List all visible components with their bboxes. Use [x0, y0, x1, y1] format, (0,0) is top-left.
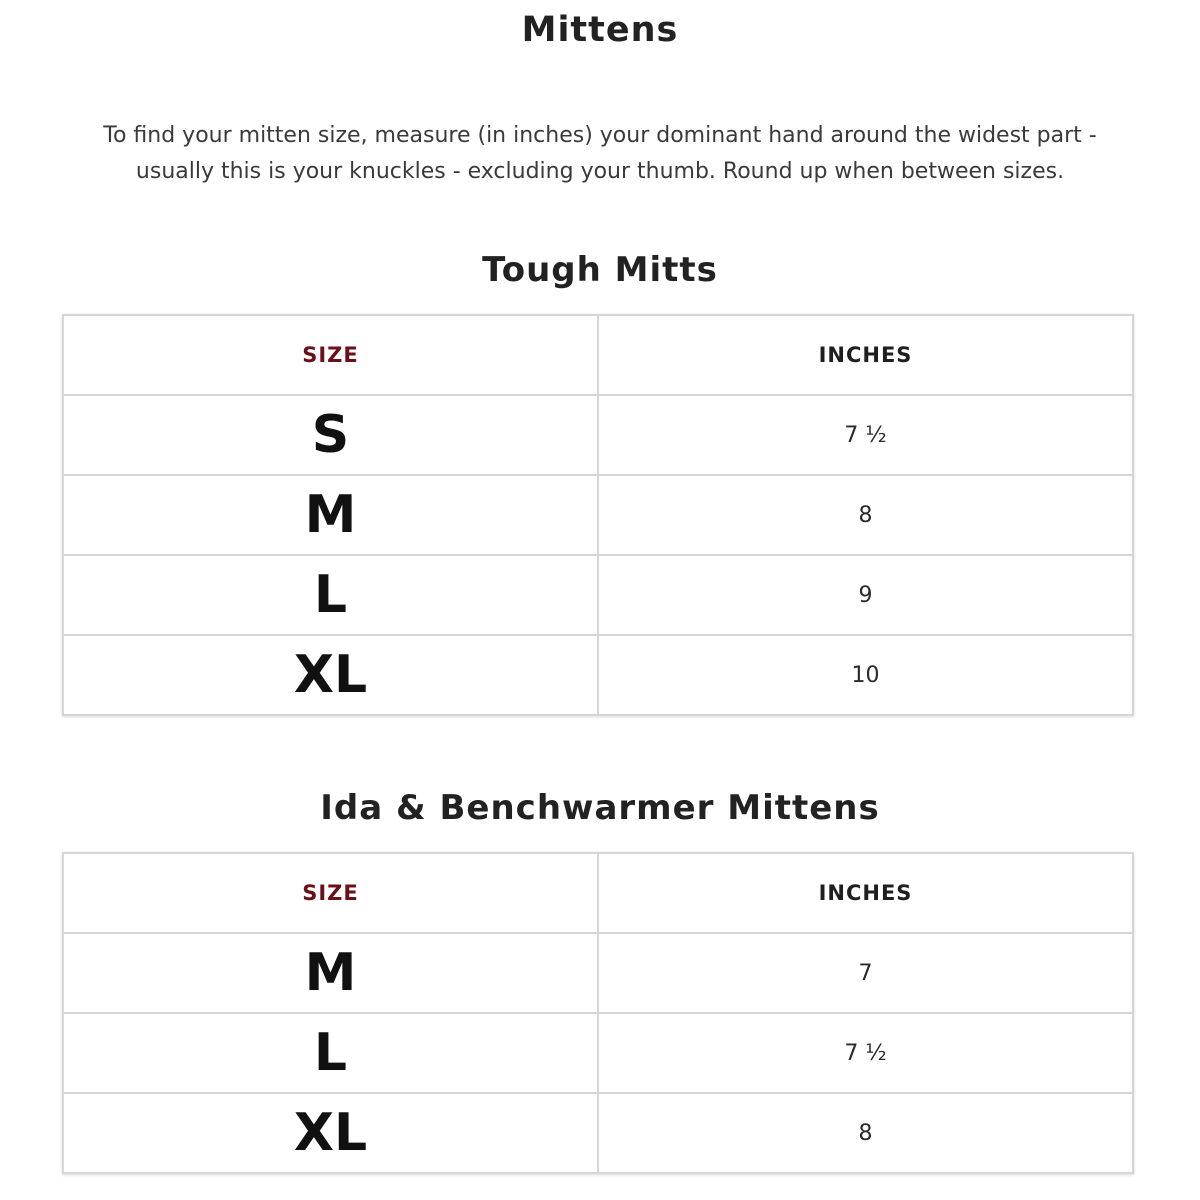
tough-mitts-size-table	[62, 314, 1134, 716]
table-row	[63, 933, 1133, 1013]
size-column-header: SIZE	[63, 315, 598, 395]
inches-cell: 7	[598, 933, 1133, 1013]
table-row	[63, 1093, 1133, 1173]
intro-line-2: usually this is your knuckles - excluding your thumb. Round up when between sizes.	[135, 159, 1065, 184]
size-cell: M	[63, 475, 598, 555]
inches-cell: 7 ½	[598, 395, 1133, 475]
size-column-header: SIZE	[63, 853, 598, 933]
inches-cell: 8	[598, 475, 1133, 555]
inches-cell: 7 ½	[598, 1013, 1133, 1093]
table-row	[63, 475, 1133, 555]
inches-cell: 10	[598, 635, 1133, 715]
ida-benchwarmer-title: Ida & Benchwarmer Mittens	[320, 788, 880, 828]
ida-benchwarmer-size-table	[62, 852, 1134, 1174]
inches-column-header: INCHES	[598, 315, 1133, 395]
intro-text	[80, 118, 1120, 190]
size-cell: S	[63, 395, 598, 475]
table-header-row	[63, 853, 1133, 933]
table-row	[63, 635, 1133, 715]
size-cell: M	[63, 933, 598, 1013]
page-title: Mittens	[521, 10, 679, 50]
table-header-row	[63, 315, 1133, 395]
inches-cell: 8	[598, 1093, 1133, 1173]
table-row	[63, 555, 1133, 635]
inches-cell: 9	[598, 555, 1133, 635]
table-row	[63, 395, 1133, 475]
size-cell: L	[63, 555, 598, 635]
size-cell: XL	[63, 1093, 598, 1173]
size-cell: L	[63, 1013, 598, 1093]
table-row	[63, 1013, 1133, 1093]
intro-line-1: To find your mitten size, measure (in inches) your dominant hand around the widest part -	[103, 123, 1097, 148]
inches-column-header: INCHES	[598, 853, 1133, 933]
tough-mitts-title: Tough Mitts	[482, 250, 718, 290]
size-cell: XL	[63, 635, 598, 715]
